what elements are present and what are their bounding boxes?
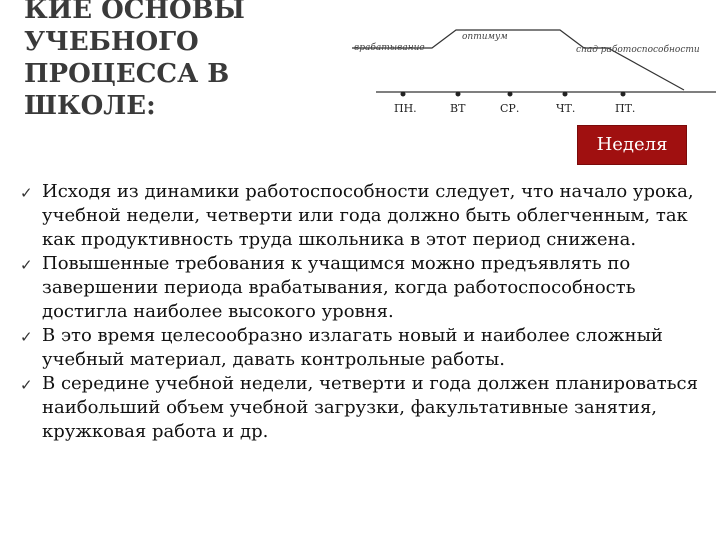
day-label: ПТ. <box>615 102 636 115</box>
day-label: ПН. <box>394 102 417 115</box>
checkmark-icon: ✓ <box>20 376 33 394</box>
list-item <box>14 180 714 252</box>
day-marker <box>401 92 406 97</box>
list-item <box>14 324 714 372</box>
phase-label-right: спад работоспособности <box>576 45 700 55</box>
bullet-list <box>14 180 714 444</box>
title-line: КИЕ ОСНОВЫ <box>24 0 245 25</box>
checkmark-icon: ✓ <box>20 328 33 346</box>
title-line: ШКОЛЕ: <box>24 91 156 121</box>
capacity-curve <box>352 30 684 90</box>
diagram-svg <box>340 22 720 132</box>
list-item <box>14 372 714 444</box>
day-label: ЧТ. <box>556 102 576 115</box>
page-title <box>24 0 324 122</box>
bullet-text: В середине учебной недели, четверти и года должен планироваться наибольший объем учебной загрузки, факультативные занятия, кружковая работа и др. <box>42 373 698 442</box>
day-marker <box>508 92 513 97</box>
phase-label-left: врабатывание <box>354 43 425 53</box>
title-line: УЧЕБНОГО <box>24 27 199 57</box>
day-marker <box>563 92 568 97</box>
phase-label-top: оптимум <box>462 32 508 42</box>
bullet-text: Исходя из динамики работоспособности следует, что начало урока, учебной недели, четверти или года должно быть облегченным, так как продуктивность труда школьника в этот период снижена. <box>42 181 694 250</box>
day-marker <box>456 92 461 97</box>
list-item <box>14 252 714 324</box>
day-label: СР. <box>500 102 520 115</box>
title-line: ПРОЦЕССА В <box>24 59 230 89</box>
day-label: ВТ <box>450 102 466 115</box>
checkmark-icon: ✓ <box>20 256 33 274</box>
day-marker <box>621 92 626 97</box>
checkmark-icon: ✓ <box>20 184 33 202</box>
work-capacity-diagram <box>340 22 720 132</box>
bullet-text: Повышенные требования к учащимся можно предъявлять по завершении периода врабатывания, когда работоспособность достигла наиболее высокого уровня. <box>42 253 636 322</box>
bullet-text: В это время целесообразно излагать новый и наиболее сложный учебный материал, давать контрольные работы. <box>42 325 663 370</box>
week-badge: Неделя <box>578 126 686 164</box>
